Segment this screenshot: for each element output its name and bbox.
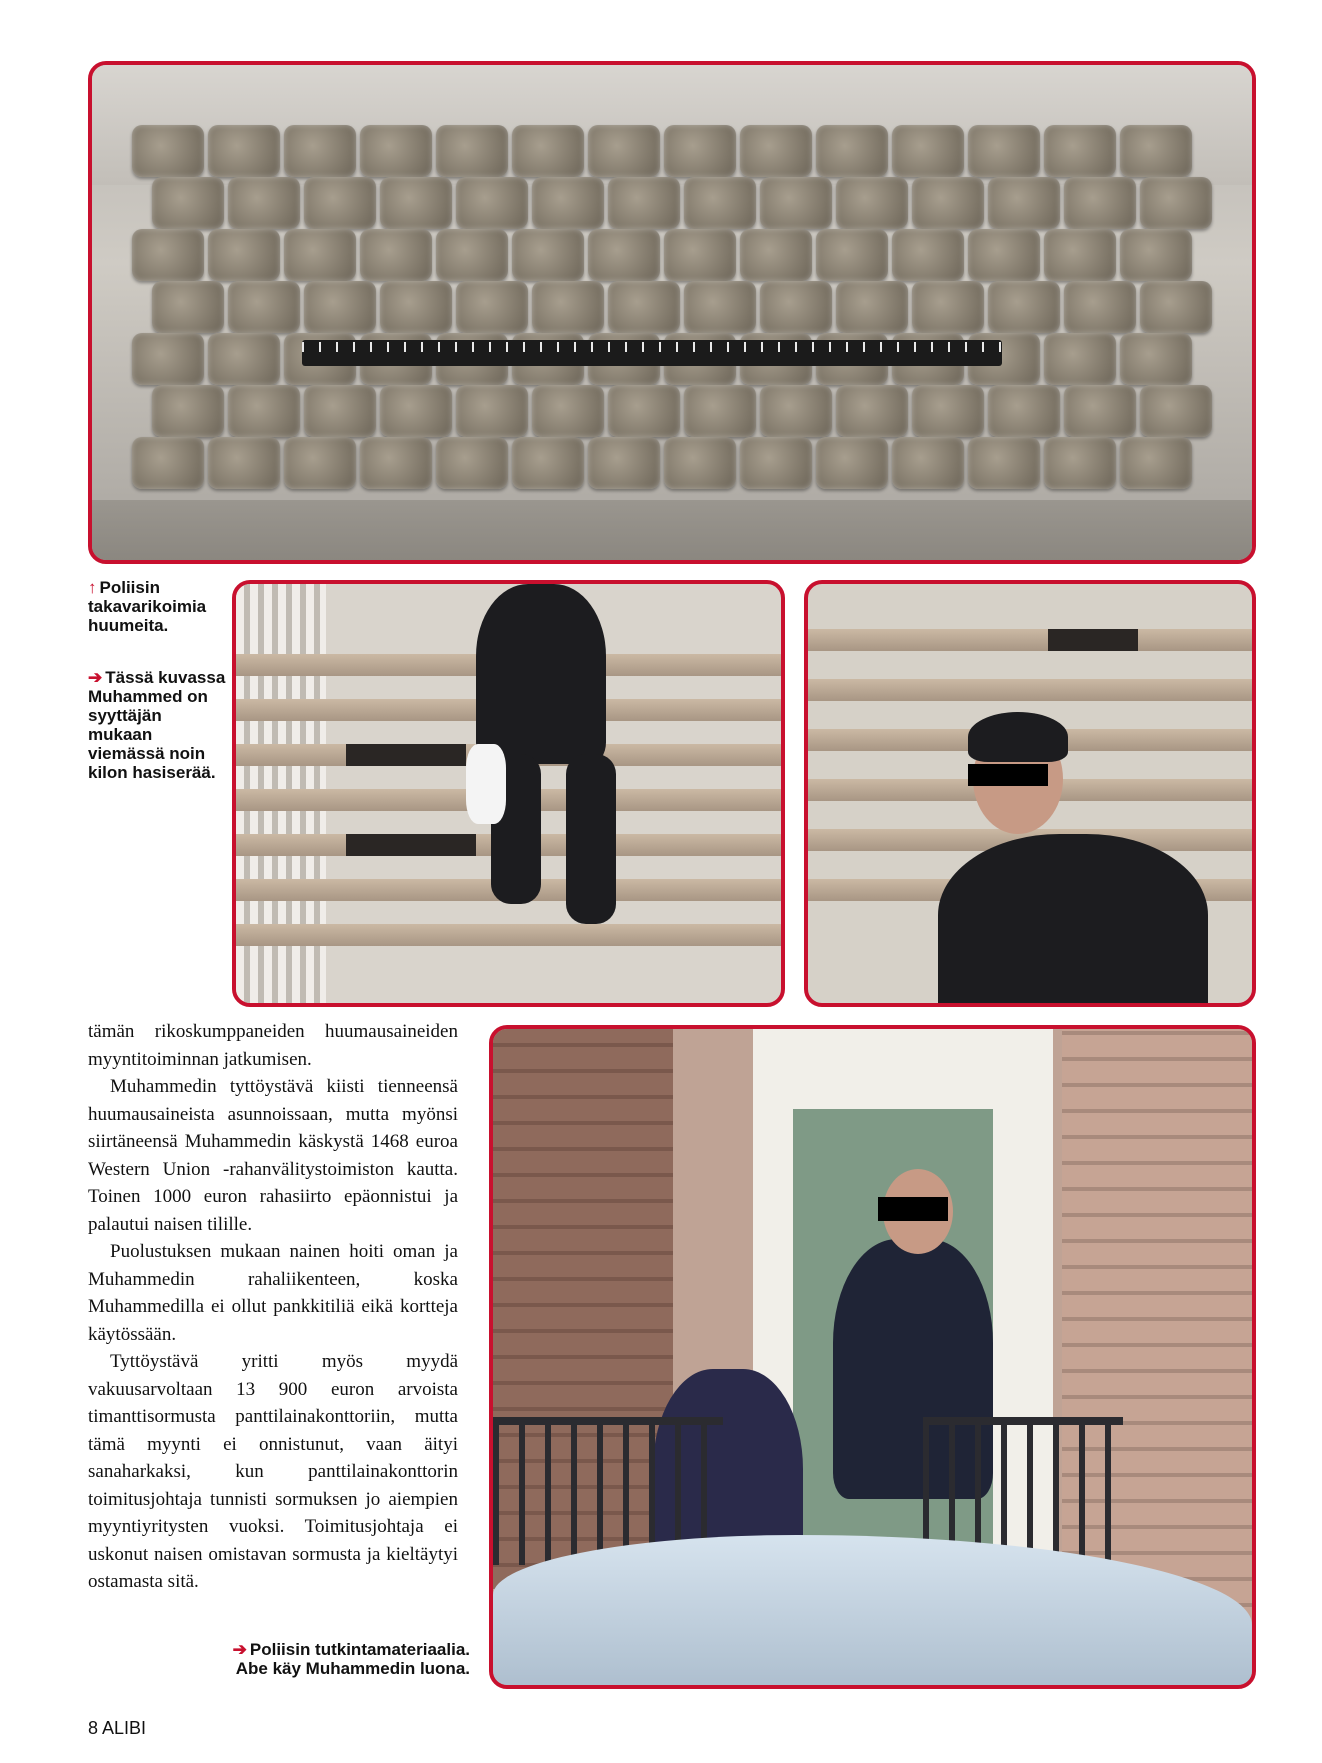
drug-package	[380, 385, 452, 437]
drug-package	[1120, 437, 1192, 489]
drug-package	[436, 229, 508, 281]
drug-package	[892, 229, 964, 281]
stair-step	[808, 629, 1252, 651]
drug-package	[132, 437, 204, 489]
drug-package	[132, 125, 204, 177]
drug-package	[512, 437, 584, 489]
drug-package	[740, 437, 812, 489]
caption-door-line1: Poliisin tutkintamateriaalia.	[249, 1640, 470, 1659]
plastic-bag	[466, 744, 506, 824]
censor-bar	[968, 764, 1048, 786]
drug-package	[1044, 333, 1116, 385]
censor-bar	[878, 1197, 948, 1221]
drug-package	[968, 229, 1040, 281]
drug-package	[436, 437, 508, 489]
drug-package	[360, 437, 432, 489]
drug-package	[152, 385, 224, 437]
drug-package	[1140, 281, 1212, 333]
drug-package	[588, 125, 660, 177]
drug-package	[380, 177, 452, 229]
paragraph: Puolustuksen mukaan nainen hoiti oman ja Muhammedin rahaliikenteen, koska Muhammedilla ei ollut pankkitiliä eikä kortteja käytössään.	[88, 1241, 458, 1345]
drug-package	[456, 281, 528, 333]
paragraph: Muhammedin tyttöystävä kiisti tienneensä huumausaineista asunnoissaan, mutta myönsi siirtäneensä Muhammedin käskystä 1468 euroa Western Union -rahanvälitystoimiston kautta. Toinen 1000 euron rahasiirto epäonnistui ja palautui naisen tilille.	[88, 1076, 458, 1235]
drug-package	[588, 437, 660, 489]
drug-package	[1120, 125, 1192, 177]
drug-package	[760, 385, 832, 437]
drug-package	[684, 281, 756, 333]
drug-package	[532, 281, 604, 333]
stair-step	[236, 924, 781, 946]
drug-package	[1140, 177, 1212, 229]
drug-package	[228, 177, 300, 229]
stair-step	[808, 679, 1252, 701]
photo-seized-drugs	[88, 61, 1256, 564]
paragraph: tämän rikoskumppaneiden huumausaineiden myyntitoiminnan jatkumisen.	[88, 1021, 458, 1070]
drug-package	[892, 437, 964, 489]
package-stack	[132, 125, 1212, 525]
stair-shadow	[1048, 629, 1138, 651]
drug-package	[988, 177, 1060, 229]
drug-package	[740, 125, 812, 177]
drug-package	[532, 385, 604, 437]
caption-seized	[88, 578, 218, 635]
drug-package	[608, 281, 680, 333]
drug-package	[1044, 125, 1116, 177]
drug-package	[360, 229, 432, 281]
drug-package	[1064, 177, 1136, 229]
drug-package	[304, 281, 376, 333]
drug-package	[664, 437, 736, 489]
measuring-ruler	[302, 340, 1002, 366]
person-leg	[566, 754, 616, 924]
drug-package	[892, 125, 964, 177]
drug-package	[588, 229, 660, 281]
drug-package	[512, 125, 584, 177]
person-cap	[968, 712, 1068, 762]
drug-package	[912, 281, 984, 333]
drug-package	[532, 177, 604, 229]
caption-door-line2: Abe käy Muhammedin luona.	[235, 1659, 470, 1678]
drug-package	[380, 281, 452, 333]
drug-package	[208, 437, 280, 489]
arrow-right-icon: ➔	[232, 1640, 247, 1659]
person-torso	[476, 584, 606, 764]
article-body	[88, 1018, 458, 1596]
drug-package	[684, 385, 756, 437]
drug-package	[608, 177, 680, 229]
paragraph: Tyttöystävä yritti myös myydä vakuusarvoltaan 13 900 euron arvoista timanttisormusta panttilainakonttoriin, mutta tämä myynti ei onnistunut, vaan äityi sanaharkaksi, kun panttilainakonttorin toimitusjohtaja tunnisti sormuksen jo aiempien myyntiyritysten vuoksi. Toimitusjohtaja ei uskonut naisen omistavan sormusta ja kieltäytyi ostamasta sitä.	[88, 1351, 458, 1592]
drug-package	[152, 281, 224, 333]
drug-package	[664, 125, 736, 177]
caption-stairs	[88, 668, 228, 782]
drug-package	[816, 229, 888, 281]
drug-package	[512, 229, 584, 281]
drug-package	[836, 177, 908, 229]
photo-doorway	[489, 1025, 1256, 1689]
drug-package	[836, 385, 908, 437]
page-folio: 8 ALIBI	[88, 1718, 147, 1738]
drug-package	[228, 385, 300, 437]
drug-package	[284, 229, 356, 281]
drug-package	[816, 125, 888, 177]
drug-package	[304, 385, 376, 437]
drug-package	[1120, 333, 1192, 385]
drug-package	[740, 229, 812, 281]
drug-package	[760, 177, 832, 229]
drug-package	[836, 281, 908, 333]
drug-package	[608, 385, 680, 437]
drug-package	[208, 333, 280, 385]
stair-shadow	[346, 744, 466, 766]
arrow-up-icon: ↑	[88, 578, 97, 597]
drug-package	[912, 385, 984, 437]
drug-package	[436, 125, 508, 177]
arrow-right-icon: ➔	[88, 668, 103, 687]
drug-package	[988, 385, 1060, 437]
drug-package	[968, 437, 1040, 489]
drug-package	[132, 229, 204, 281]
drug-package	[284, 437, 356, 489]
drug-package	[208, 229, 280, 281]
drug-package	[1140, 385, 1212, 437]
drug-package	[284, 125, 356, 177]
drug-package	[132, 333, 204, 385]
drug-package	[664, 229, 736, 281]
drug-package	[1064, 385, 1136, 437]
drug-package	[760, 281, 832, 333]
drug-package	[152, 177, 224, 229]
drug-package	[968, 125, 1040, 177]
drug-package	[456, 385, 528, 437]
drug-package	[912, 177, 984, 229]
drug-package	[816, 437, 888, 489]
drug-package	[1044, 229, 1116, 281]
drug-package	[208, 125, 280, 177]
drug-package	[684, 177, 756, 229]
drug-package	[456, 177, 528, 229]
caption-door	[200, 1640, 470, 1678]
caption-seized-text: Poliisin takavarikoimia huumeita.	[88, 578, 207, 635]
person-jacket	[938, 834, 1208, 1007]
drug-package	[988, 281, 1060, 333]
drug-package	[1044, 437, 1116, 489]
photo-stairs-descending	[804, 580, 1256, 1007]
stair-shadow	[346, 834, 476, 856]
drug-package	[360, 125, 432, 177]
caption-stairs-text: Tässä kuvassa Muhammed on syyttäjän mukaan viemässä noin kilon hasiserää.	[88, 668, 226, 782]
photo-stairs-climbing	[232, 580, 785, 1007]
drug-package	[304, 177, 376, 229]
drug-package	[1120, 229, 1192, 281]
drug-package	[1064, 281, 1136, 333]
drug-package	[228, 281, 300, 333]
